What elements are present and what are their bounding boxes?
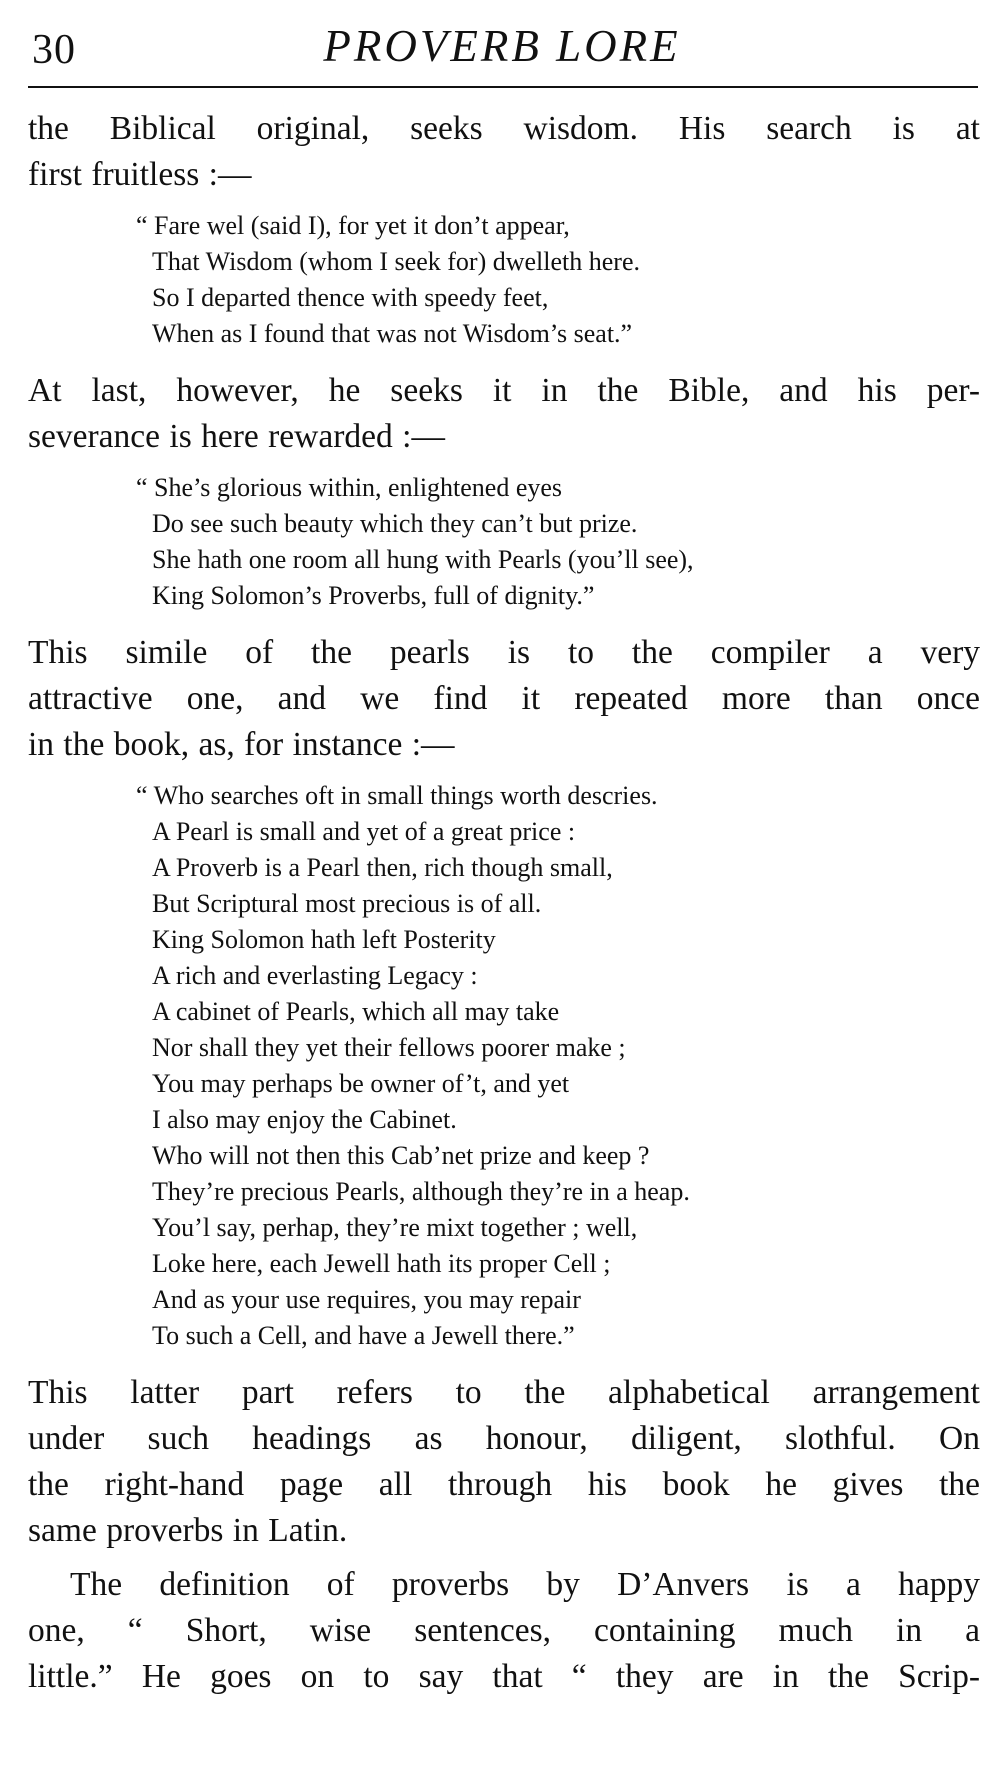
verse-line: King Solomon’s Proverbs, full of dignity.” [152,581,595,610]
verse-line: She hath one room all hung with Pearls (you’ll see), [152,545,694,574]
paragraph-line: one, “ Short, wise sentences, containing much in a [28,1612,980,1649]
running-title: PROVERB LORE [323,21,681,71]
verse-line: “ She’s glorious within, enlightened eyes [136,473,563,502]
paragraph-line: first fruitless :— [28,156,252,193]
verse-line: So I departed thence with speedy feet, [152,283,549,312]
paragraph-line: under such headings as honour, diligent, slothful. On [28,1420,980,1457]
paragraph-line: the Biblical original, seeks wisdom. His search is at [28,110,980,147]
verse-line: But Scriptural most precious is of all. [152,889,542,918]
verse-line: “ Fare wel (said I), for yet it don’t appear, [136,211,570,240]
verse-quotation-1 [28,208,980,352]
verse-line: When as I found that was not Wisdom’s seat.” [152,319,633,348]
paragraph-3 [28,630,980,768]
verse-line: Do see such beauty which they can’t but prize. [152,509,638,538]
verse-line: You’l say, perhap, they’re mixt together ; well, [152,1213,638,1242]
verse-line: To such a Cell, and have a Jewell there.” [152,1321,575,1350]
paragraph-line: At last, however, he seeks it in the Bible, and his per- [28,372,980,409]
paragraph-1 [28,106,980,198]
verse-line: Loke here, each Jewell hath its proper Cell ; [152,1249,611,1278]
verse-line: A Pearl is small and yet of a great price : [152,817,576,846]
verse-line: And as your use requires, you may repair [152,1285,581,1314]
page-number: 30 [32,27,76,73]
paragraph-line: severance is here rewarded :— [28,418,445,455]
verse-line: A cabinet of Pearls, which all may take [152,997,560,1026]
paragraph-2 [28,368,980,460]
verse-line: Nor shall they yet their fellows poorer make ; [152,1033,626,1062]
verse-line: “ Who searches oft in small things worth descries. [136,781,658,810]
verse-line: That Wisdom (whom I seek for) dwelleth here. [152,247,640,276]
header-rule [28,86,978,88]
paragraph-line: attractive one, and we find it repeated more than once [28,680,980,717]
verse-line: King Solomon hath left Posterity [152,925,496,954]
verse-quotation-2 [28,470,980,614]
paragraph-line: same proverbs in Latin. [28,1512,348,1549]
paragraph-line: little.” He goes on to say that “ they are in the Scrip- [28,1658,980,1695]
verse-line: You may perhaps be owner of’t, and yet [152,1069,570,1098]
verse-line: Who will not then this Cab’net prize and keep ? [152,1141,650,1170]
paragraph-5 [28,1562,980,1700]
verse-line: A rich and everlasting Legacy : [152,961,478,990]
paragraph-line: The definition of proverbs by D’Anvers is a happy [70,1566,980,1603]
verse-line: A Proverb is a Pearl then, rich though small, [152,853,613,882]
paragraph-line: the right-hand page all through his book he gives the [28,1466,980,1503]
verse-quotation-3 [28,778,980,1354]
page-body [28,106,980,1700]
paragraph-line: in the book, as, for instance :— [28,726,455,763]
verse-line: I also may enjoy the Cabinet. [152,1105,457,1134]
verse-line: They’re precious Pearls, although they’re in a heap. [152,1177,690,1206]
paragraph-line: This latter part refers to the alphabetical arrangement [28,1374,980,1411]
paragraph-4 [28,1370,980,1554]
page-header [32,14,978,86]
paragraph-line: This simile of the pearls is to the compiler a very [28,634,980,671]
